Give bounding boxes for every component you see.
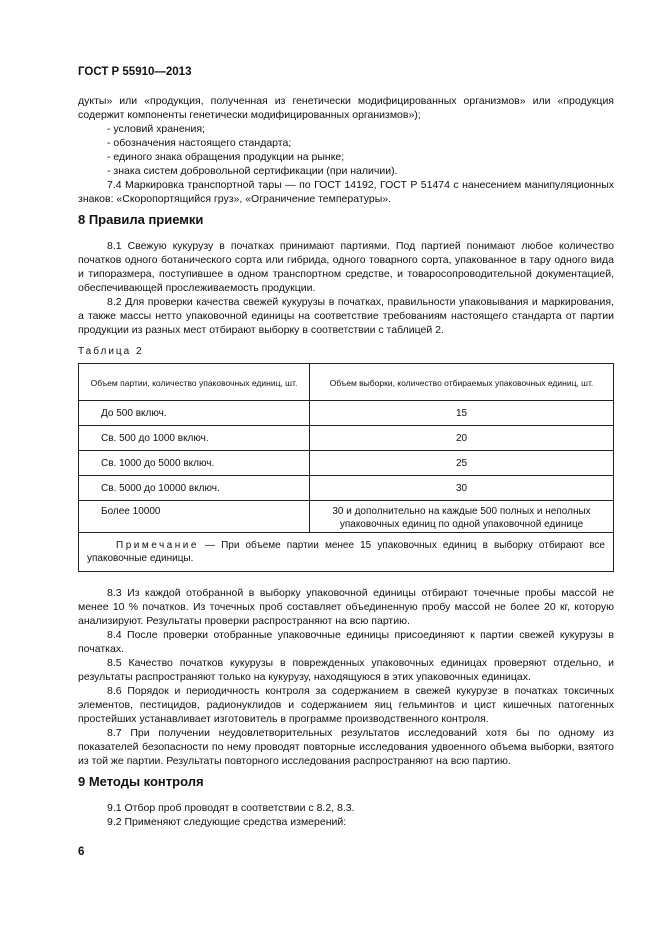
note-text: — При объеме партии менее 15 упаковочных единиц в выборку отбирают все упаковочные единицы. — [87, 540, 605, 564]
table-cell: Более 10000 — [79, 501, 310, 533]
table-row — [79, 426, 614, 451]
table-2 — [78, 363, 614, 572]
intro-paragraph: дукты» или «продукция, полученная из генетически модифицированных организмов» или «продукция содержит компоненты генетически модифицированных организмов»); — [78, 95, 614, 121]
table-row — [79, 401, 614, 426]
table-cell: 30 и дополнительно на каждые 500 полных и неполных упаковочных единиц по одной упаковочной единице — [310, 501, 614, 533]
table-cell: 20 — [310, 426, 614, 451]
paragraph-8-7: 8.7 При получении неудовлетворительных результатов исследований хотя бы по одному из показателей безопасности по нему проводят повторные исследования удвоенного объема выборки, взятого из той же партии. Результаты повторного исследования распространяют на всю партию. — [78, 727, 614, 767]
list-item: - обозначения настоящего стандарта; — [107, 137, 292, 149]
table-note — [79, 533, 614, 572]
paragraph-8-3: 8.3 Из каждой отобранной в выборку упаковочной единицы отбирают точечные пробы массой не менее 10 % початков. Из точечных проб составляет объединенную пробу массой не более 20 кг, которую анализируют. Результаты проверки распространяют на всю партию. — [78, 587, 614, 627]
document-header: ГОСТ Р 55910—2013 — [78, 66, 192, 78]
table-cell: 15 — [310, 401, 614, 426]
paragraph-9-2: 9.2 Применяют следующие средства измерений: — [107, 816, 347, 828]
table-header-lot-volume: Объем партии, количество упаковочных единиц, шт. — [79, 364, 310, 401]
paragraph-8-1: 8.1 Свежую кукурузу в початках принимают партиями. Под партией понимают любое количество початков одного ботанического сорта или гибрида, одного товарного сорта, упакованное в тару одного вида и типоразмера, поступившее в одном транспортном средстве, и товаросопроводительной документацией, обеспечивающей прослеживаемость продукции. — [78, 240, 614, 294]
table-header-sample-volume: Объем выборки, количество отбираемых упаковочных единиц, шт. — [310, 364, 614, 401]
list-item: - единого знака обращения продукции на рынке; — [107, 151, 345, 163]
paragraph-8-6: 8.6 Порядок и периодичность контроля за содержанием в свежей кукурузе в початках токсичных элементов, пестицидов, радионуклидов и содержанием яиц гельминтов и цист кишечных патогенных простейших устанавливает изготовитель в программе производственного контроля. — [78, 685, 614, 725]
table-row — [79, 476, 614, 501]
table-cell: 30 — [310, 476, 614, 501]
paragraph-7-4: 7.4 Маркировка транспортной тары — по ГОСТ 14192, ГОСТ Р 51474 с нанесением манипуляционных знаков: «Скоропортящийся груз», «Ограничение температуры». — [78, 179, 614, 205]
table-cell: 25 — [310, 451, 614, 476]
paragraph-8-2: 8.2 Для проверки качества свежей кукурузы в початках, правильности упаковывания и маркирования, а также массы нетто упаковочной единицы на соответствие требованиям настоящего стандарта от партии продукции из разных мест отбирают выборку в соответствии с таблицей 2. — [78, 296, 614, 336]
note-label: Примечание — [116, 540, 199, 551]
paragraph-8-4: 8.4 После проверки отобранные упаковочные единицы присоединяют к партии свежей кукурузы в початках. — [78, 629, 614, 655]
list-item: - знака систем добровольной сертификации (при наличии). — [107, 165, 398, 177]
page-number: 6 — [78, 846, 85, 858]
table-note-row — [79, 533, 614, 572]
table-cell: Св. 5000 до 10000 включ. — [79, 476, 310, 501]
paragraph-8-5: 8.5 Качество початков кукурузы в поврежденных упаковочных единицах проверяют отдельно, и результаты распространяют только на кукурузу, находящуюся в этих упаковочных единицах. — [78, 657, 614, 683]
table-cell: До 500 включ. — [79, 401, 310, 426]
list-item: - условий хранения; — [107, 123, 205, 135]
table-caption: Таблица 2 — [78, 346, 144, 357]
section-9-title: 9 Методы контроля — [78, 774, 204, 789]
table-cell: Св. 500 до 1000 включ. — [79, 426, 310, 451]
paragraph-9-1: 9.1 Отбор проб проводят в соответствии с 8.2, 8.3. — [107, 802, 355, 814]
section-8-title: 8 Правила приемки — [78, 212, 204, 227]
table-row — [79, 451, 614, 476]
table-cell: Св. 1000 до 5000 включ. — [79, 451, 310, 476]
table-row — [79, 501, 614, 533]
